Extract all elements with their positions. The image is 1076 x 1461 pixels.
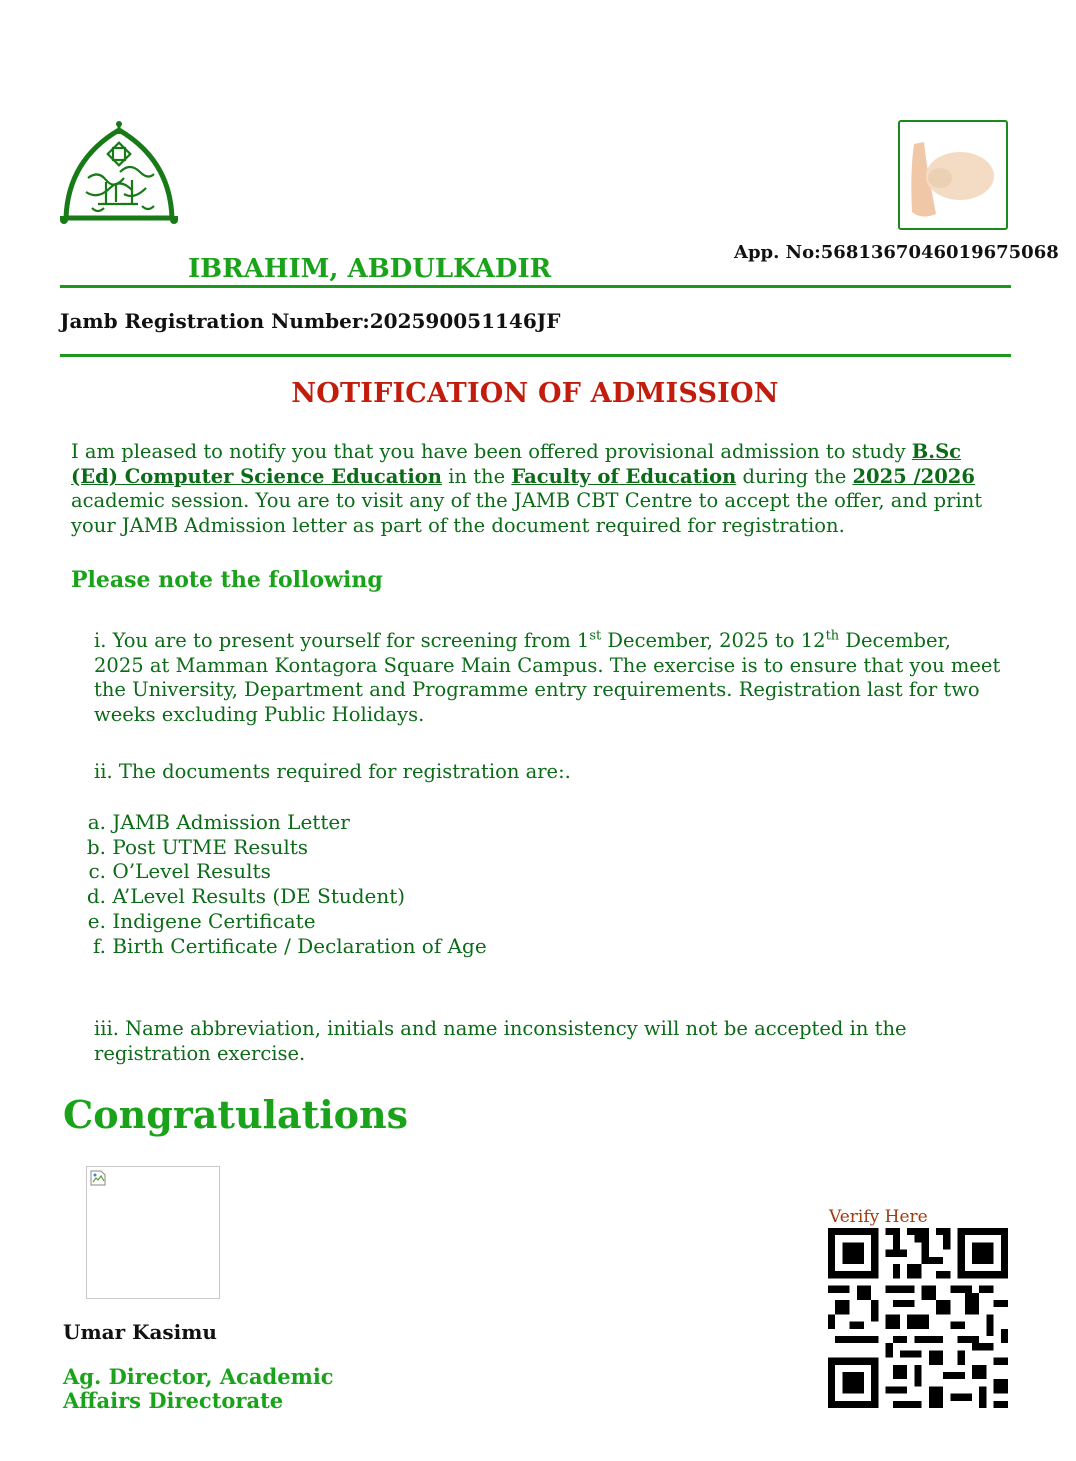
list-item: a. JAMB Admission Letter — [87, 810, 350, 834]
divider — [60, 354, 1011, 357]
list-item: e. Indigene Certificate — [87, 908, 316, 933]
signatory-title: Ag. Director, Academic Affairs Directorate — [63, 1364, 334, 1413]
programme-name: B.Sc (Ed) Computer Science Education — [71, 440, 962, 488]
admission-intro-paragraph: I am pleased to notify you that you have been offered provisional admission to study B.Sc (Ed) Computer Science Education in the Faculty of Education during the 2025 /2026 academic session. You are to visit any of the JAMB CBT Centre to accept the offer, and print your JAMB Admission letter as part of the document required for registration. — [71, 440, 983, 537]
documents-list — [70, 810, 487, 958]
session-year: 2025 /2026 — [852, 464, 975, 488]
list-item: c. O’Level Results — [88, 859, 271, 884]
photo-image — [900, 122, 1006, 228]
faculty-name: Faculty of Education — [511, 464, 737, 488]
student-name: IBRAHIM, ABDULKADIR — [188, 254, 552, 284]
note-name-consistency: iii. Name abbreviation, initials and name inconsistency will not be accepted in the registration exercise. — [94, 1017, 907, 1065]
page-title: NOTIFICATION OF ADMISSION — [291, 378, 779, 409]
verify-label: Verify Here — [829, 1207, 928, 1227]
broken-image-icon — [89, 1169, 107, 1187]
notes-heading: Please note the following — [71, 567, 383, 593]
note-documents: ii. The documents required for registration are:. — [94, 760, 571, 783]
passport-photo — [898, 120, 1008, 230]
verification-qr-code[interactable] — [828, 1228, 1008, 1408]
application-number: App. No:5681367046019675068 — [734, 242, 1059, 263]
note-screening: i. You are to present yourself for screening from 1st December, 2025 to 12th December, 2025 at Mamman Kontagora Square Main Campus. The exercise is to ensure that you meet the University, Department and Programme entry requirements. Registration last for two weeks excluding Public Holidays. — [94, 628, 1001, 726]
congratulations-heading: Congratulations — [63, 1092, 409, 1137]
signature-image — [86, 1166, 220, 1299]
divider — [60, 285, 1011, 288]
university-crest-logo — [58, 120, 180, 230]
list-item: d. A’Level Results (DE Student) — [86, 884, 406, 909]
signatory-name: Umar Kasimu — [63, 1320, 217, 1344]
list-item: b. Post UTME Results — [86, 834, 309, 859]
list-item: f. Birth Certificate / Declaration of Age — [92, 933, 487, 958]
jamb-registration-number: Jamb Registration Number:202590051146JF — [60, 309, 561, 333]
